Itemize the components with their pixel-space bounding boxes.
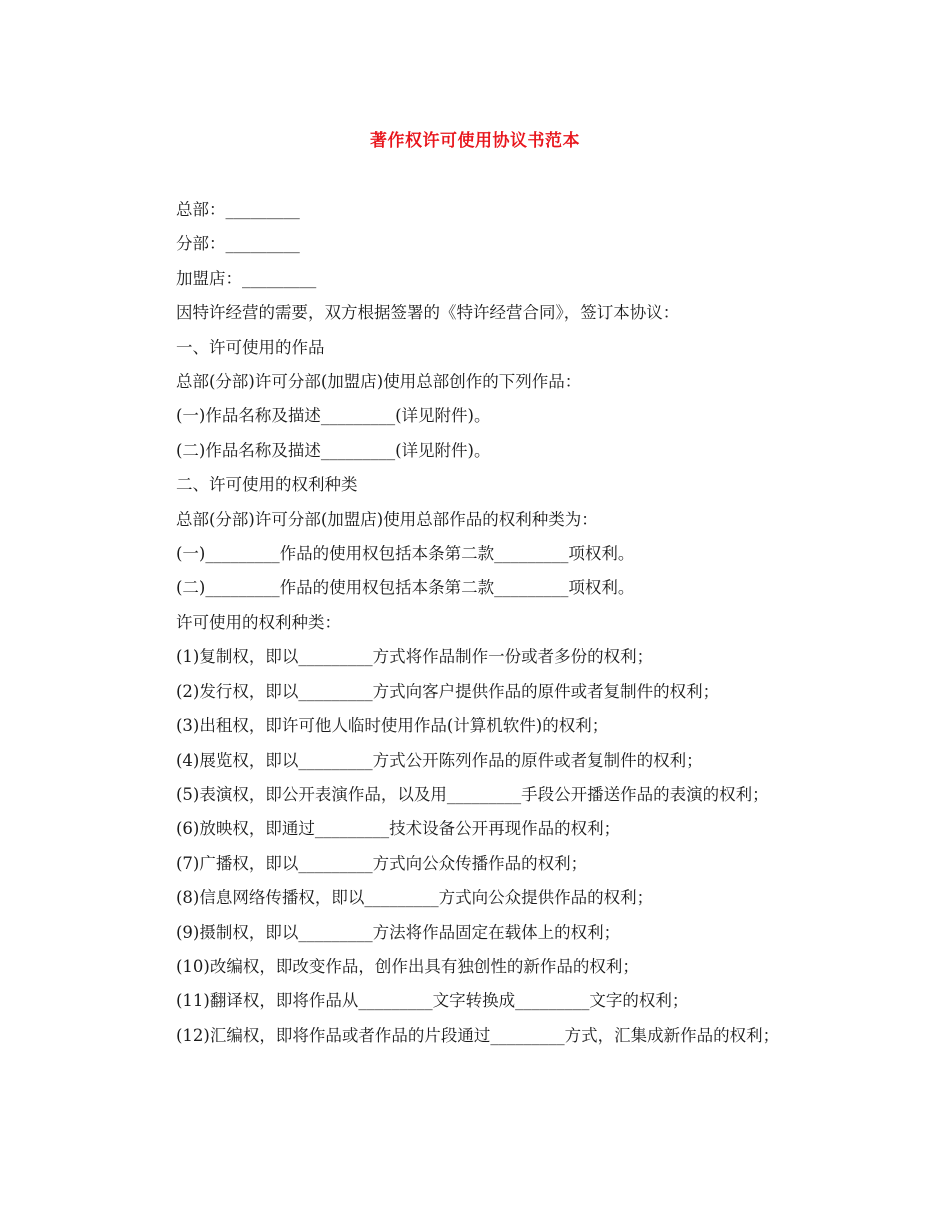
list-item: (6)放映权，即通过_________技术设备公开再现作品的权利； xyxy=(176,819,621,839)
preamble-paragraph: 因特许经营的需要，双方根据签署的《特许经营合同》，签订本协议： xyxy=(176,303,680,323)
field-franchisee: 加盟店：_________ xyxy=(176,268,317,288)
list-item: (一)作品名称及描述_________(详见附件)。 xyxy=(176,406,491,426)
list-item: (10)改编权，即改变作品，创作出具有独创性的新作品的权利； xyxy=(176,956,639,976)
section-heading-1: 一、许可使用的作品 xyxy=(176,337,325,357)
list-item: (一)_________作品的使用权包括本条第二款_________项权利。 xyxy=(176,544,635,564)
document-title: 著作权许可使用协议书范本 xyxy=(370,131,580,151)
paragraph: 许可使用的权利种类： xyxy=(176,612,341,632)
field-branch: 分部：_________ xyxy=(176,234,300,254)
field-headquarters: 总部：_________ xyxy=(176,200,300,219)
list-item: (4)展览权，即以_________方式公开陈列作品的原件或者复制件的权利； xyxy=(176,750,703,770)
list-item: (2)发行权，即以_________方式向客户提供作品的原件或者复制件的权利； xyxy=(176,681,720,701)
list-item: (9)摄制权，即以_________方法将作品固定在载体上的权利； xyxy=(176,922,621,942)
list-item: (二)作品名称及描述_________(详见附件)。 xyxy=(176,440,491,460)
list-item: (8)信息网络传播权，即以_________方式向公众提供作品的权利； xyxy=(176,888,654,908)
list-item: (11)翻译权，即将作品从_________文字转换成_________文字的权利； xyxy=(176,991,689,1011)
paragraph: 总部(分部)许可分部(加盟店)使用总部创作的下列作品： xyxy=(176,372,582,392)
paragraph: 总部(分部)许可分部(加盟店)使用总部作品的权利种类为： xyxy=(176,509,598,529)
document-body xyxy=(140,193,812,1053)
list-item: (3)出租权，即许可他人临时使用作品(计算机软件)的权利； xyxy=(176,716,609,736)
section-heading-2: 二、许可使用的权利种类 xyxy=(176,475,358,495)
list-item: (二)_________作品的使用权包括本条第二款_________项权利。 xyxy=(176,578,635,598)
list-item: (12)汇编权，即将作品或者作品的片段通过_________方式，汇集成新作品的权利； xyxy=(176,1025,780,1045)
list-item: (1)复制权，即以_________方式将作品制作一份或者多份的权利； xyxy=(176,647,654,667)
list-item: (7)广播权，即以_________方式向公众传播作品的权利； xyxy=(176,853,588,873)
list-item: (5)表演权，即公开表演作品，以及用_________手段公开播送作品的表演的权利； xyxy=(176,784,769,804)
